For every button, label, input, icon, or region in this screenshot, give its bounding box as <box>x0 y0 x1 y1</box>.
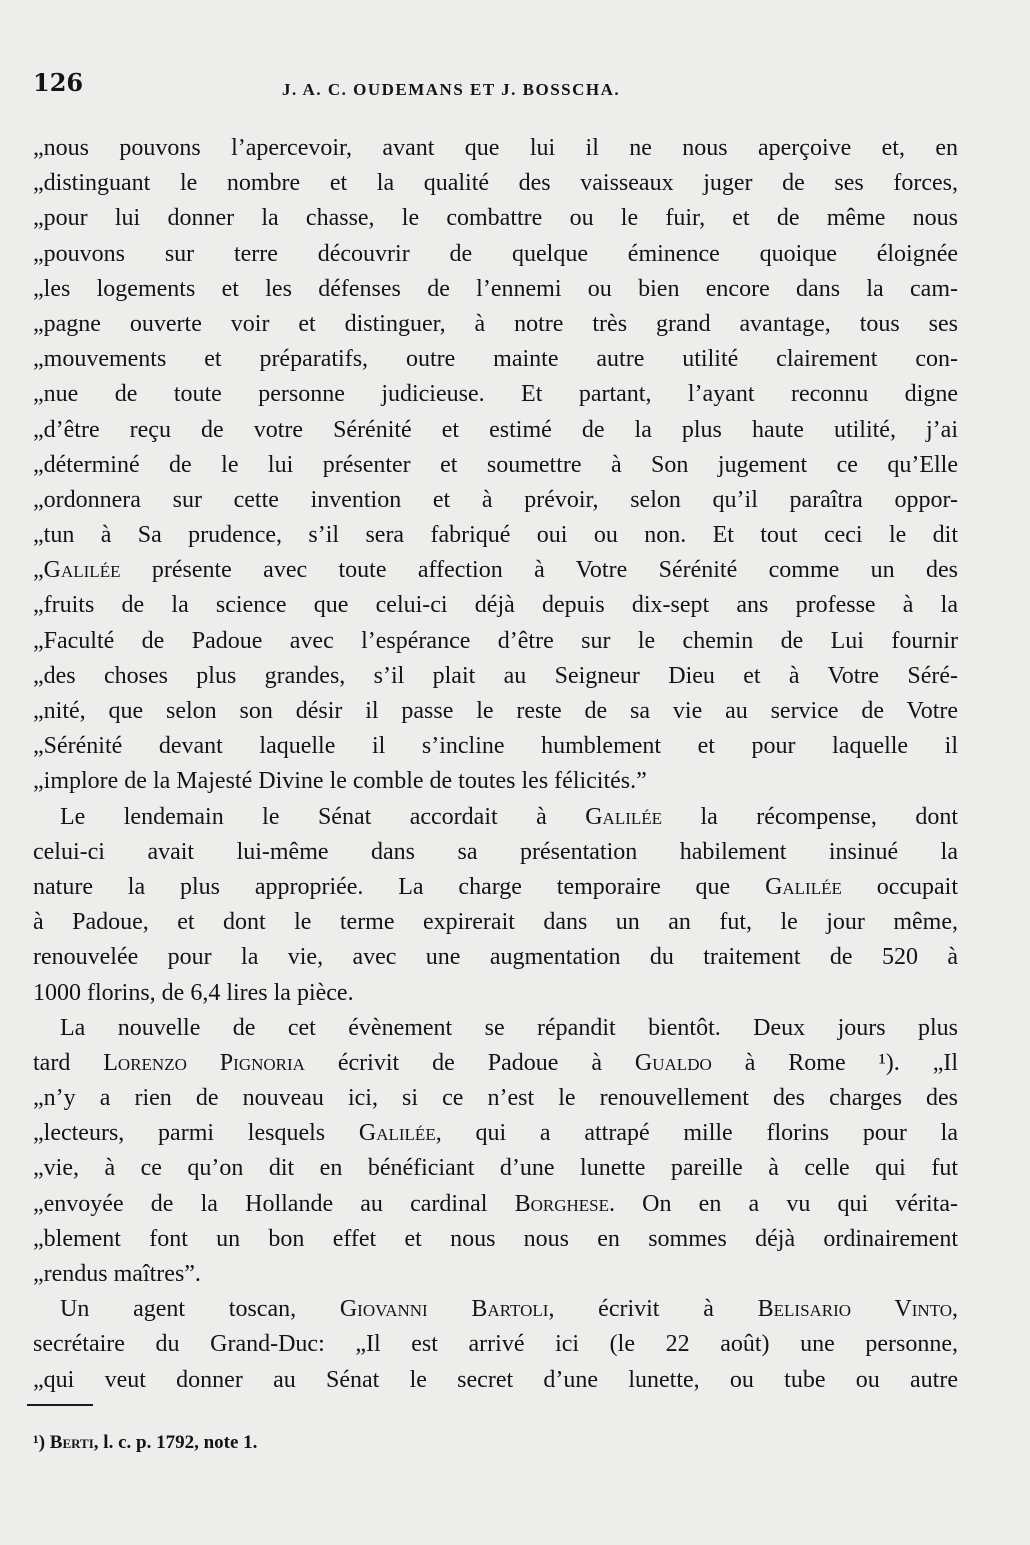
line-text: „Faculté de Padoue avec l’espérance d’être sur le chemin de Lui fournir <box>33 627 958 654</box>
text-line <box>33 201 958 236</box>
proper-name: Lorenzo Pignoria <box>103 1049 305 1076</box>
footnote <box>33 1432 257 1454</box>
line-text: celui-ci avait lui-même dans sa présentation habilement insinué la <box>33 838 958 865</box>
text-line <box>33 1292 958 1327</box>
text-line <box>33 1363 958 1398</box>
text-line <box>33 131 958 166</box>
line-text: occupait <box>841 873 958 900</box>
line-text: „nous pouvons l’apercevoir, avant que lui il ne nous aperçoive et, en <box>33 135 958 161</box>
line-text: „ <box>33 557 44 584</box>
text-line <box>33 553 958 588</box>
text-line <box>33 870 958 905</box>
text-line <box>33 1151 958 1186</box>
line-text: „vie, à ce qu’on dit en bénéficiant d’une lunette pareille à celle qui fut <box>33 1155 958 1182</box>
footnote-divider <box>27 1404 93 1406</box>
line-text: Un agent toscan, <box>60 1296 340 1323</box>
proper-name: Galilée <box>43 557 121 584</box>
text-line <box>33 272 958 307</box>
line-text: „fruits de la science que celui-ci déjà depuis dix-sept ans professe à la <box>33 592 958 619</box>
line-text: „n’y a rien de nouveau ici, si ce n’est le renouvellement des charges des <box>33 1085 958 1112</box>
line-text: La nouvelle de cet évènement se répandit bientôt. Deux jours plus <box>60 1014 958 1041</box>
proper-name: Galilée <box>358 1120 436 1147</box>
text-line <box>33 1327 958 1362</box>
footnote-author: Berti <box>49 1432 94 1453</box>
text-line <box>33 1257 958 1292</box>
text-line <box>33 694 958 729</box>
line-text: 1000 florins, de 6,4 lires la pièce. <box>33 979 354 1006</box>
proper-name: Galilée <box>765 873 842 900</box>
line-text: „nue de toute personne judicieuse. Et partant, l’ayant reconnu digne <box>33 381 958 408</box>
text-line <box>33 800 958 835</box>
text-line <box>33 835 958 870</box>
footnote-marker: ¹) <box>33 1432 46 1453</box>
proper-name: Borghese <box>514 1190 609 1217</box>
line-text: Le lendemain le Sénat accordait à <box>60 803 586 830</box>
line-text: „pour lui donner la chasse, le combattre ou le fuir, et de même nous <box>33 205 958 232</box>
line-text: „Sérénité devant laquelle il s’incline humblement et pour laquelle il <box>33 733 958 760</box>
proper-name: Galilée <box>585 803 663 830</box>
text-line <box>33 1116 958 1151</box>
text-line <box>33 659 958 694</box>
text-line <box>33 237 958 272</box>
line-text: . On en a vu qui vérita- <box>608 1190 958 1217</box>
line-text: écrivit de Padoue à <box>304 1049 635 1076</box>
body-text <box>33 131 958 1398</box>
line-text: „nité, que selon son désir il passe le reste de sa vie au service de Votre <box>33 698 958 724</box>
line-text: tard <box>33 1049 104 1076</box>
line-text: à Rome ¹). „Il <box>711 1049 958 1076</box>
line-text: „des choses plus grandes, s’il plait au Seigneur Dieu et à Votre Séré- <box>33 662 958 689</box>
text-line <box>33 413 958 448</box>
text-line <box>33 729 958 764</box>
line-text: nature la plus appropriée. La charge temporaire que <box>33 873 766 900</box>
text-line <box>33 1081 958 1116</box>
line-text: „envoyée de la Hollande au cardinal <box>33 1190 515 1217</box>
text-line <box>33 448 958 483</box>
proper-name: Gualdo <box>634 1049 712 1076</box>
line-text: „lecteurs, parmi lesquels <box>33 1120 359 1147</box>
text-line <box>33 518 958 553</box>
text-line <box>33 764 958 799</box>
text-line <box>33 342 958 377</box>
text-line <box>33 624 958 659</box>
line-text: „rendus maîtres”. <box>33 1261 201 1287</box>
page-number: 126 <box>33 68 84 97</box>
line-text: à Padoue, et dont le terme expirerait dans un an fut, le jour même, <box>33 909 958 936</box>
line-text: renouvelée pour la vie, avec une augmentation du traitement de 520 à <box>33 944 958 971</box>
text-line <box>33 307 958 342</box>
line-text: secrétaire du Grand-Duc: „Il est arrivé ici (le 22 août) une personne, <box>33 1331 958 1358</box>
text-line <box>33 377 958 412</box>
text-line <box>33 588 958 623</box>
text-line <box>33 1222 958 1257</box>
line-text: „ordonnera sur cette invention et à prévoir, selon qu’il paraîtra oppor- <box>33 486 958 513</box>
text-line <box>33 1011 958 1046</box>
proper-name: Belisario Vinto <box>757 1296 953 1323</box>
line-text: „mouvements et préparatifs, outre mainte autre utilité clairement con- <box>33 346 958 373</box>
line-text: „tun à Sa prudence, s’il sera fabriqué oui ou non. Et tout ceci le dit <box>33 522 958 549</box>
line-text: „blement font un bon effet et nous nous en sommes déjà ordinairement <box>33 1225 958 1252</box>
proper-name: Giovanni Bartoli <box>339 1296 549 1323</box>
line-text: „d’être reçu de votre Sérénité et estimé de la plus haute utilité, j’ai <box>33 416 958 443</box>
text-line <box>33 905 958 940</box>
line-text: „déterminé de le lui présenter et soumettre à Son jugement ce qu’Elle <box>33 451 958 478</box>
running-head: J. A. C. OUDEMANS ET J. BOSSCHA. <box>282 80 621 99</box>
line-text: „pouvons sur terre découvrir de quelque éminence quoique éloignée <box>33 240 958 267</box>
line-text: présente avec toute affection à Votre Sérénité comme un des <box>120 557 958 584</box>
line-text: „pagne ouverte voir et distinguer, à notre très grand avantage, tous ses <box>33 310 958 337</box>
text-line <box>33 1187 958 1222</box>
text-line <box>33 940 958 975</box>
line-text: , qui a attrapé mille florins pour la <box>435 1120 958 1147</box>
line-text: „implore de la Majesté Divine le comble de toutes les félicités.” <box>33 768 647 795</box>
line-text: „les logements et les défenses de l’ennemi ou bien encore dans la cam- <box>33 275 958 302</box>
line-text: , <box>952 1296 958 1323</box>
text-line <box>33 166 958 201</box>
text-line <box>33 483 958 518</box>
line-text: „distinguant le nombre et la qualité des vaisseaux juger de ses forces, <box>33 170 958 197</box>
text-line <box>33 1046 958 1081</box>
footnote-text: , l. c. p. 1792, note 1. <box>93 1432 258 1453</box>
text-line <box>33 976 958 1011</box>
line-text: la récompense, dont <box>662 803 958 830</box>
line-text: „qui veut donner au Sénat le secret d’une lunette, ou tube ou autre <box>33 1366 958 1393</box>
line-text: , écrivit à <box>548 1296 758 1323</box>
